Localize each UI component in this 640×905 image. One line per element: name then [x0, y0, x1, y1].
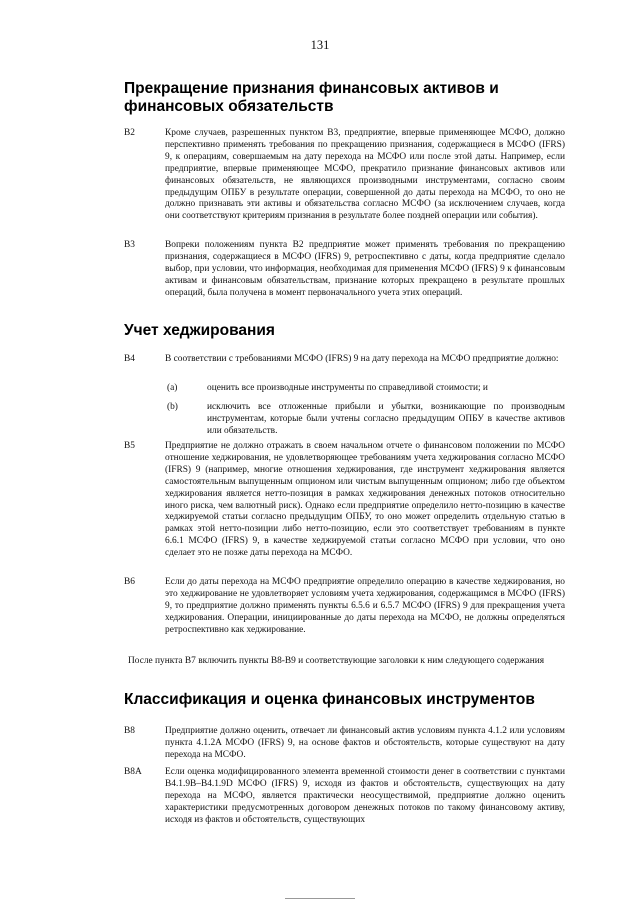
section-heading-hedge-accounting: Учет хеджирования: [124, 322, 275, 339]
paragraph-label: B2: [124, 128, 135, 138]
subitem-label: (a): [167, 383, 178, 393]
footer-rule: [285, 898, 355, 899]
section-heading-derecognition: Прекращение признания финансовых активов и финансовых обязательств: [124, 80, 499, 115]
paragraph-label: B4: [124, 354, 135, 364]
subitem-text: оценить все производные инструменты по справедливой стоимости; и: [207, 383, 488, 393]
paragraph-text: Если оценка модифицированного элемента временной стоимости денег в соответствии с пунктами B4.1.9B–B4.1.9D МСФО (IFRS) 9, исходя из фактов и обстоятельств, существующих на дату перехода на МСФО, является практически неосуществимой, предприятие должно оценить характеристики предусмотренных договором денежных потоков по такому финансовому активу, исходя из фактов и обстоятельств, существующих: [165, 767, 565, 825]
page-number: 131: [310, 38, 330, 52]
subitem-text: исключить все отложенные прибыли и убытки, возникающие по производным инструментам, которые были учтены согласно предыдущим ОПБУ в качестве активов или обязательств.: [207, 402, 565, 436]
paragraph-label: B5: [124, 441, 135, 451]
paragraph-label: B8A: [124, 767, 142, 777]
paragraph-text: Кроме случаев, разрешенных пунктом B3, предприятие, впервые применяющее МСФО, должно перспективно применять требования по прекращению признания, содержащиеся в МСФО (IFRS) 9, к операциям, совершаемым на дату перехода на МСФО или после этой даты. Например, если предприятие, впервые применяющее МСФО, прекратило признание финансовых активов или финансовых обязательств, не являющихся производными инструментами, согласно своим предыдущим ОПБУ в результате операции, совершенной до даты перехода на МСФО, то оно не должно признавать эти активы и обязательства согласно МСФО (за исключением случаев, когда они соответствуют критериям признания в результате более поздней операции или события).: [165, 128, 565, 222]
paragraph-text: Если до даты перехода на МСФО предприятие определило операцию в качестве хеджирования, но это хеджирование не удовлетворяет условиям учета хеджирования, содержащимся в МСФО (IFRS) 9, то предприятие должно применять пункты 6.5.6 и 6.5.7 МСФО (IFRS) 9 для прекращения учета хеджирования. Операции, инициированные до даты перехода на МСФО, не должны определяться ретроспективно как хеджирование.: [165, 577, 565, 635]
section-heading-classification: Классификация и оценка финансовых инструментов: [124, 691, 535, 708]
subitem-label: (b): [167, 402, 178, 412]
paragraph-label: B3: [124, 240, 135, 250]
paragraph-text: Предприятие не должно отражать в своем начальном отчете о финансовом положении по МСФО отношение хеджирования, не удовлетворяющее требованиям учета хеджирования согласно МСФО (IFRS) 9 (например, многие отношения хеджирования, где инструмент хеджирования является самостоятельным выпущенным опционом или чистым выпущенным опционом; либо где объектом хеджирования является нетто-позиция в рамках хеджирования денежных потоков относительно иного риска, чем валютный риск). Однако если предприятие определило нетто-позицию в качестве хеджируемой статьи согласно предыдущим ОПБУ, то оно может определить отдельную статью в рамках этой нетто-позиции либо нетто-позицию, если это соответствует требованиям в пункте 6.6.1 МСФО (IFRS) 9, в качестве хеджируемой статьи согласно МСФО при условии, что оно сделает это не позже даты перехода на МСФО.: [165, 441, 565, 559]
paragraph-label: B8: [124, 726, 135, 736]
paragraph-label: B6: [124, 577, 135, 587]
paragraph-text: В соответствии с требованиями МСФО (IFRS) 9 на дату перехода на МСФО предприятие должно:: [165, 354, 559, 364]
paragraph-text: Предприятие должно оценить, отвечает ли финансовый актив условиям пункта 4.1.2 или условиям пункта 4.1.2A МСФО (IFRS) 9, на основе фактов и обстоятельств, которые существуют на дату перехода на МСФО.: [165, 726, 565, 760]
amendment-note: После пункта B7 включить пункты B8-B9 и соответствующие заголовки к ним следующего содержания: [128, 656, 545, 666]
paragraph-text: Вопреки положениям пункта B2 предприятие может применять требования по прекращению признания, содержащиеся в МСФО (IFRS) 9, ретроспективно с даты, когда предприятие сделало выбор, при условии, что информация, необходимая для применения МСФО (IFRS) 9 к финансовым активам и финансовым обязательствам, признание которых прекращено в результате прошлых операций, была получена в момент первоначального учета этих операций.: [165, 240, 565, 298]
